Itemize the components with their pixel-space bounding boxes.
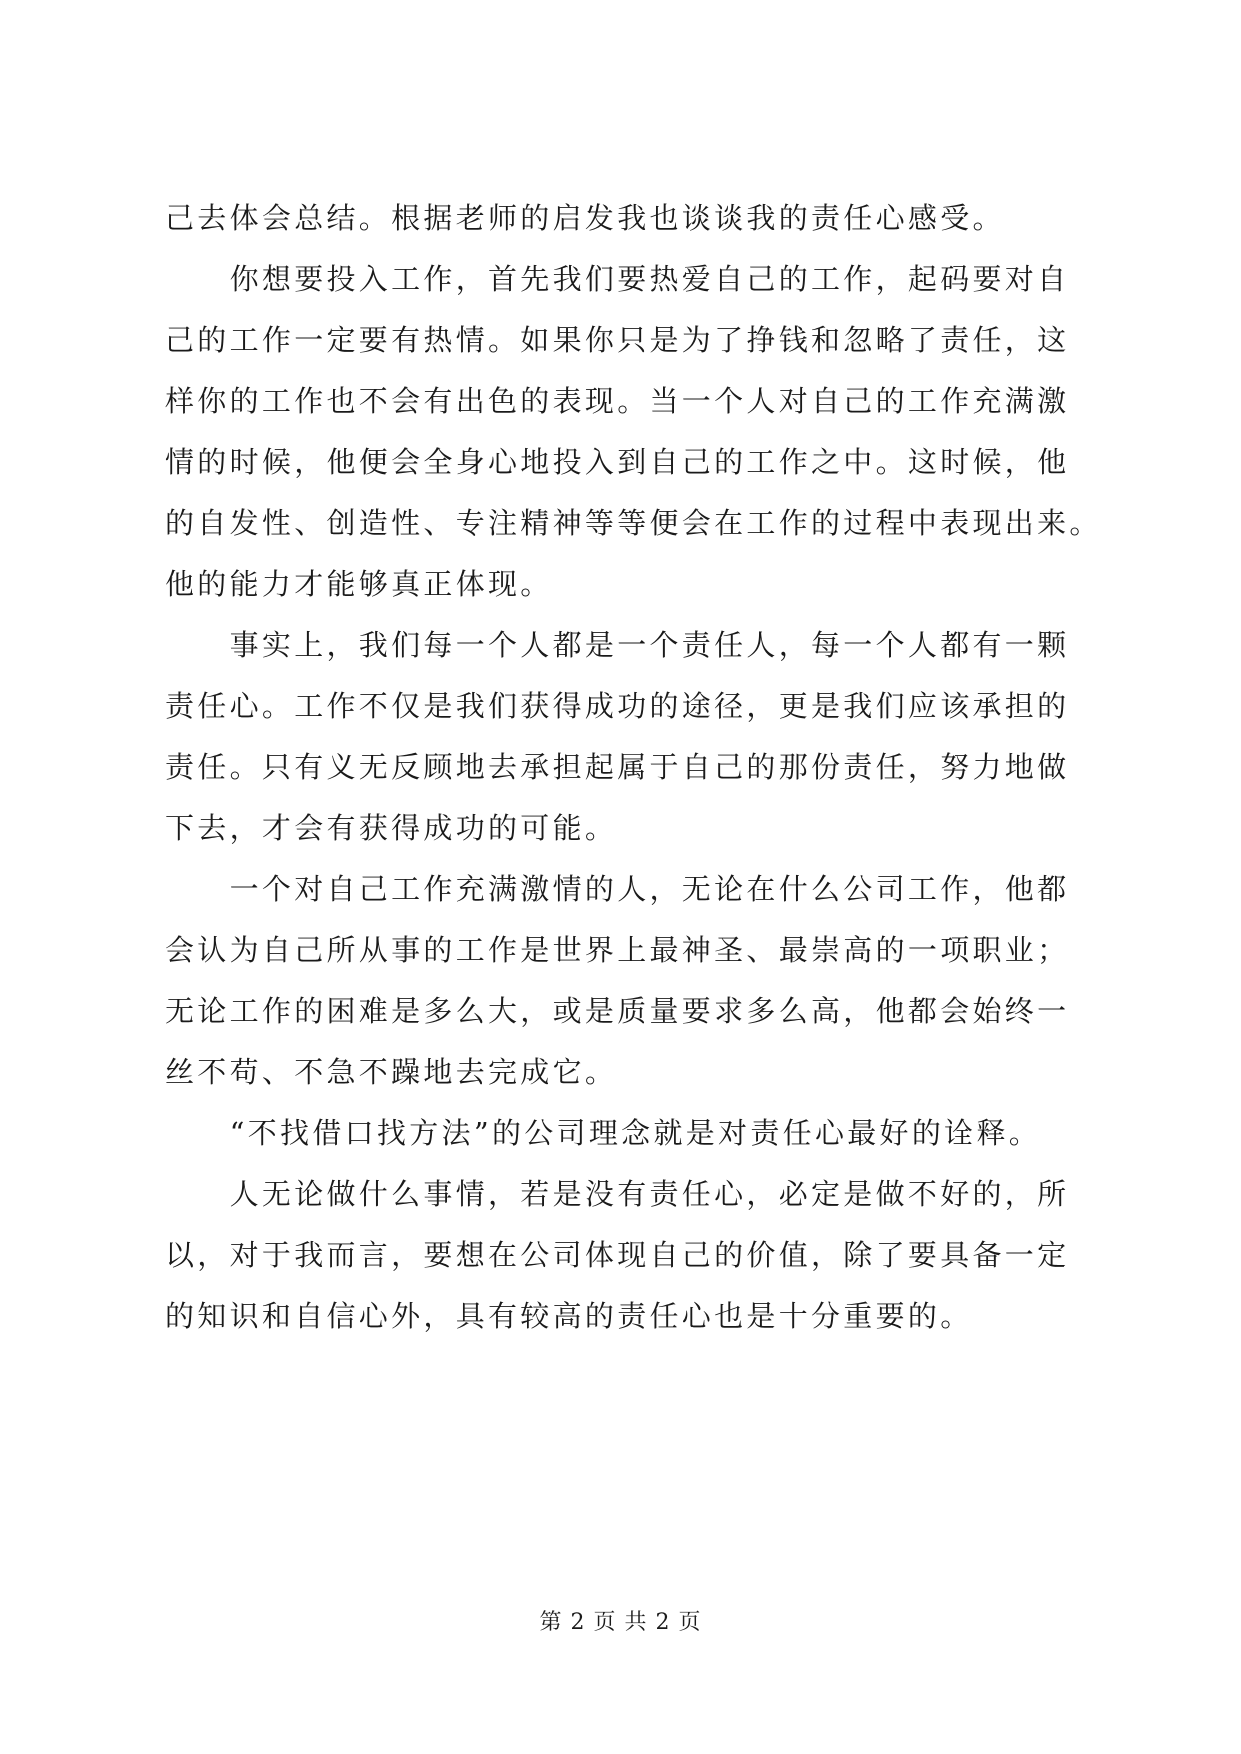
text-line: 的自发性、创造性、专注精神等等便会在工作的过程中表现出来。 bbox=[165, 506, 1102, 540]
text-line: 责任。只有义无反顾地去承担起属于自己的那份责任，努力地做 bbox=[165, 750, 1070, 784]
text-line: 己去体会总结。根据老师的启发我也谈谈我的责任心感受。 bbox=[165, 201, 1005, 235]
text-line: 下去，才会有获得成功的可能。 bbox=[165, 811, 618, 845]
page-number-footer: 第 2 页 共 2 页 bbox=[539, 1610, 702, 1635]
text-line: 一个对自己工作充满激情的人，无论在什么公司工作，他都 bbox=[165, 872, 1070, 906]
text-line: 情的时候，他便会全身心地投入到自己的工作之中。这时候，他 bbox=[165, 445, 1070, 479]
text-line: 责任心。工作不仅是我们获得成功的途径，更是我们应该承担的 bbox=[165, 689, 1070, 723]
text-line: 样你的工作也不会有出色的表现。当一个人对自己的工作充满激 bbox=[165, 384, 1070, 418]
text-line: 会认为自己所从事的工作是世界上最神圣、最崇高的一项职业； bbox=[165, 933, 1070, 967]
text-line: “不找借口找方法”的公司理念就是对责任心最好的诠释。 bbox=[165, 1116, 1042, 1150]
text-line: 他的能力才能够真正体现。 bbox=[165, 567, 553, 601]
text-line: 事实上，我们每一个人都是一个责任人，每一个人都有一颗 bbox=[165, 628, 1070, 662]
document-body bbox=[165, 188, 1102, 1347]
text-line: 人无论做什么事情，若是没有责任心，必定是做不好的，所 bbox=[165, 1177, 1070, 1211]
text-line: 的知识和自信心外，具有较高的责任心也是十分重要的。 bbox=[165, 1299, 973, 1333]
text-line: 己的工作一定要有热情。如果你只是为了挣钱和忽略了责任，这 bbox=[165, 323, 1070, 357]
text-line: 丝不苟、不急不躁地去完成它。 bbox=[165, 1055, 618, 1089]
text-line: 无论工作的困难是多么大，或是质量要求多么高，他都会始终一 bbox=[165, 994, 1070, 1028]
text-line: 你想要投入工作，首先我们要热爱自己的工作，起码要对自 bbox=[165, 262, 1070, 296]
text-line: 以，对于我而言，要想在公司体现自己的价值，除了要具备一定 bbox=[165, 1238, 1070, 1272]
